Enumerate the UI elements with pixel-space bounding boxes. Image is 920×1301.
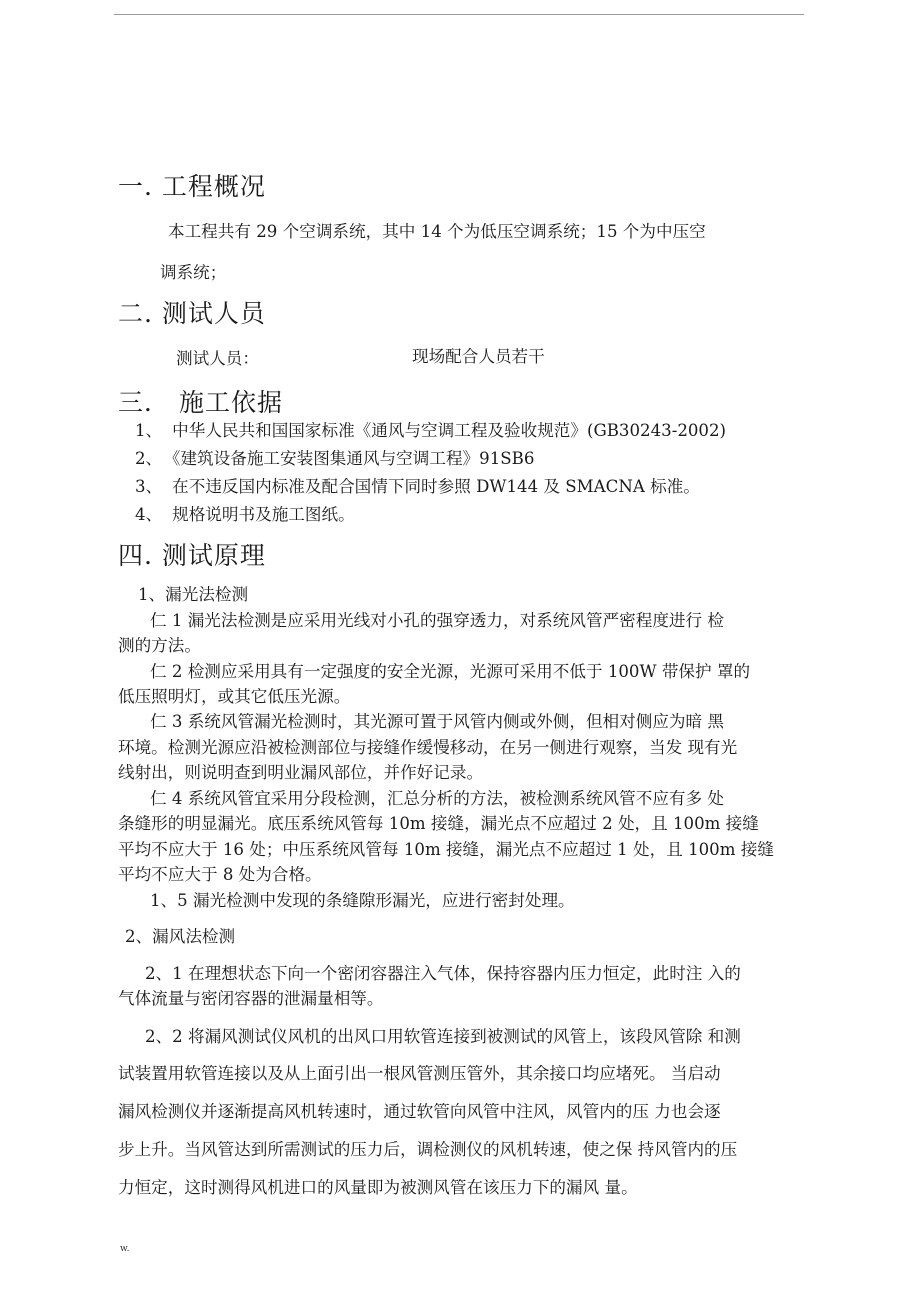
subheading-air-leak: 2、漏风法检测 <box>125 927 236 946</box>
p5-line: 1、5 漏光检测中发现的条缝隙形漏光，应进行密封处理。 <box>150 891 575 910</box>
basis-item-2 <box>135 448 534 470</box>
basis-item-number: 2、 <box>135 449 163 468</box>
p3-line-3: 线射出，则说明查到明业漏风部位，并作好记录。 <box>118 763 484 782</box>
basis-item-3 <box>135 476 700 498</box>
basis-item-text: 在不违反国内标准及配合国情下同时参照 DW144 及 SMACNA 标准。 <box>172 477 700 496</box>
p4-line-3: 平均不应大于 16 处；中压系统风管每 10m 接缝，漏光点不应超过 1 处，且 100m 接缝 <box>118 840 774 859</box>
basis-item-4 <box>135 504 355 526</box>
p2-line-1: 仁 2 检测应采用具有一定强度的安全光源，光源可采用不低于 100W 带保护 罩的 <box>150 662 751 681</box>
p3-line-2: 环境。检测光源应沿被检测部位与接缝作缓慢移动，在另一侧进行观察，当发 现有光 <box>118 738 738 757</box>
p4-line-1: 仁 4 系统风管宜采用分段检测，汇总分析的方法，被检测系统风管不应有多 处 <box>150 789 724 808</box>
p1-line-2: 测的方法。 <box>118 636 201 655</box>
p2-line-2: 低压照明灯，或其它低压光源。 <box>118 687 351 706</box>
section-heading-principle: 四. 测试原理 <box>118 541 266 570</box>
q2-line-4: 步上升。当风管达到所需测试的压力后，调检测仪的风机转速，使之保 持风管内的压 <box>118 1140 738 1159</box>
p1-line-1: 仁 1 漏光法检测是应采用光线对小孔的强穿透力，对系统风管严密程度进行 检 <box>150 611 724 630</box>
section-heading-personnel: 二. 测试人员 <box>118 299 266 328</box>
basis-item-text: 规格说明书及施工图纸。 <box>172 505 355 524</box>
section-heading-basis: 三． 施工依据 <box>118 388 283 417</box>
basis-item-number: 1、 <box>135 421 163 440</box>
basis-item-number: 3、 <box>135 477 163 496</box>
p4-line-2: 条缝形的明显漏光。底压系统风管每 10m 接缝，漏光点不应超过 2 处，且 100m 接缝 <box>118 814 759 833</box>
basis-item-1 <box>135 420 726 442</box>
overview-line-1: 本工程共有 29 个空调系统，其中 14 个为低压空调系统；15 个为中压空 <box>168 222 706 241</box>
p3-line-1: 仁 3 系统风管漏光检测时，其光源可置于风管内侧或外侧，但相对侧应为暗 黑 <box>150 712 724 731</box>
p4-line-4: 平均不应大于 8 处为合格。 <box>118 865 322 884</box>
q2-line-3: 漏风检测仪并逐渐提高风机转速时，通过软管向风管中注风，风管内的压 力也会逐 <box>118 1102 721 1121</box>
section-heading-overview: 一. 工程概况 <box>118 172 266 201</box>
personnel-label: 测试人员： <box>176 349 259 368</box>
page-footer: w. <box>120 1244 130 1254</box>
basis-item-number: 4、 <box>135 505 163 524</box>
q1-line-1: 2、1 在理想状态下向一个密闭容器注入气体，保持容器内压力恒定，此时注 入的 <box>145 964 741 983</box>
q2-line-1: 2、2 将漏风测试仪风机的出风口用软管连接到被测试的风管上，该段风管除 和测 <box>145 1027 741 1046</box>
subheading-light-leak: 1、漏光法检测 <box>138 585 249 604</box>
q2-line-2: 试装置用软管连接以及从上面引出一根风管测压管外，其余接口均应堵死。 当启动 <box>118 1064 721 1083</box>
basis-item-text: 《建筑设备施工安装图集通风与空调工程》91SB6 <box>172 449 535 468</box>
basis-item-text: 中华人民共和国国家标准《通风与空调工程及验收规范》(GB30243-2002) <box>172 421 727 440</box>
q1-line-2: 气体流量与密闭容器的泄漏量相等。 <box>118 989 384 1008</box>
overview-line-2: 调系统； <box>160 263 227 282</box>
personnel-value: 现场配合人员若干 <box>412 347 545 366</box>
q2-line-5: 力恒定，这时测得风机进口的风量即为被测风管在该压力下的漏风 量。 <box>118 1178 638 1197</box>
header-rule <box>114 14 804 15</box>
